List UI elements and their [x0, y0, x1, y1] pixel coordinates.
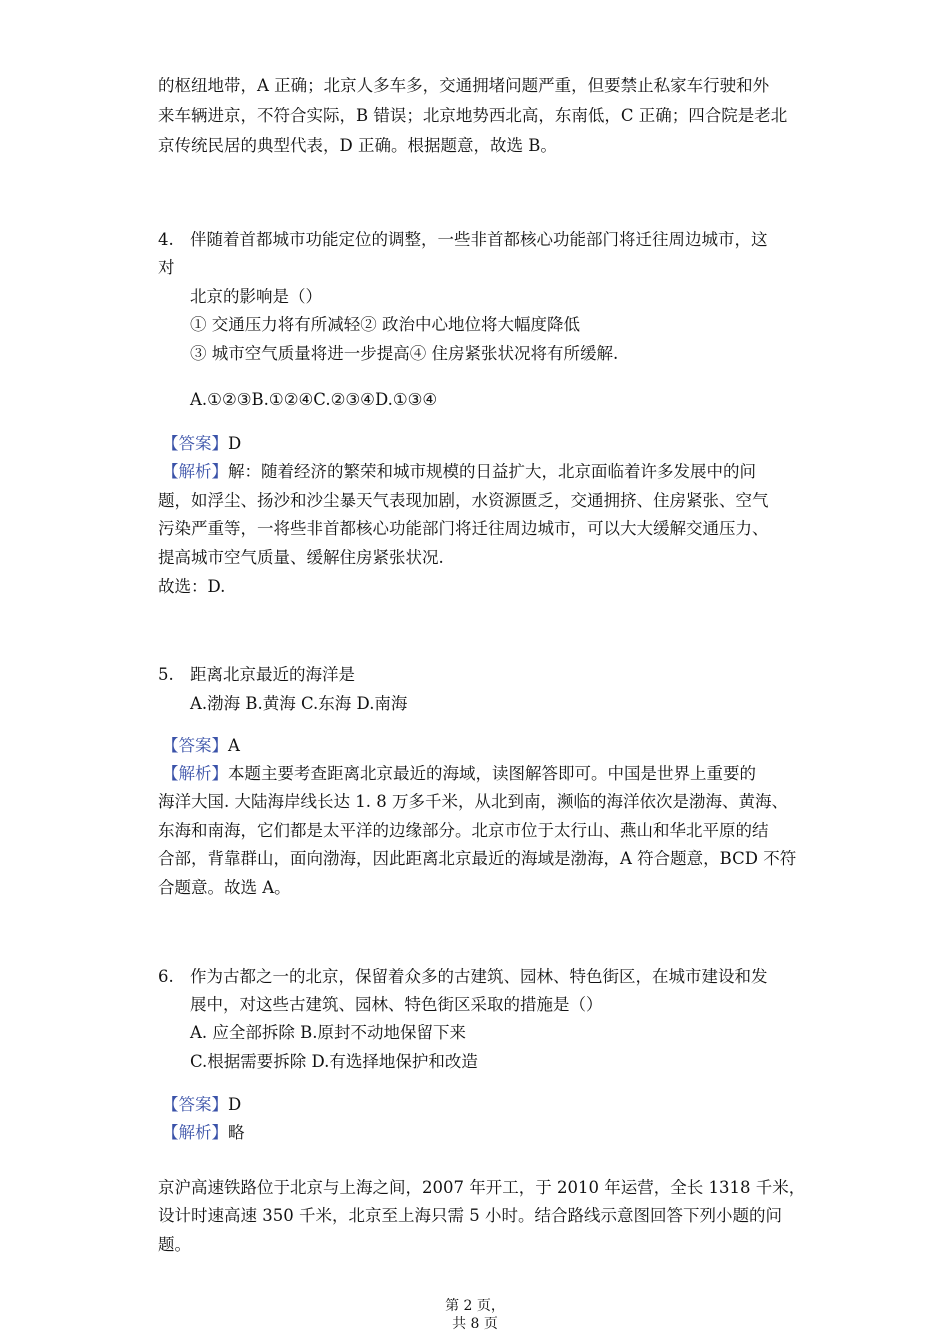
question-6-number: 6. — [158, 967, 174, 986]
question-4-stem: 伴随着首都城市功能定位的调整，一些非首都核心功能部门将迁往周边城市，这 — [190, 230, 768, 249]
passage-line: 题。 — [158, 1235, 191, 1254]
analysis-line: 污染严重等，一将些非首都核心功能部门将迁往周边城市，可以大大缓解交通压力、 — [158, 519, 769, 538]
answer-value: D — [228, 434, 242, 453]
question-4-stem-cont: 北京的影响是（） — [190, 287, 322, 306]
passage-line: 设计时速高速 350 千米，北京至上海只需 5 小时。结合路线示意图回答下列小题的问 — [158, 1206, 782, 1225]
question-4-analysis — [162, 460, 756, 484]
question-4-options: A.①②③B.①②④C.②③④D.①③④ — [190, 390, 438, 409]
question-4-item: ① 交通压力将有所减轻② 政治中心地位将大幅度降低 — [190, 315, 580, 334]
analysis-line: 题，如浮尘、扬沙和沙尘暴天气表现加剧，水资源匮乏，交通拥挤、住房紧张、空气 — [158, 491, 769, 510]
question-4-stem-cont: 对 — [158, 258, 175, 277]
question-4-conclusion: 故选：D. — [158, 577, 226, 596]
question-6-answer — [162, 1093, 241, 1117]
answer-tag: 【答案】 — [162, 736, 228, 755]
passage-line: 京沪高速铁路位于北京与上海之间，2007 年开工，于 2010 年运营，全长 1318 千米， — [158, 1178, 806, 1197]
question-5-stem: 距离北京最近的海洋是 — [190, 665, 355, 684]
analysis-text: 解：随着经济的繁荣和城市规模的日益扩大，北京面临着许多发展中的问 — [228, 462, 756, 481]
answer-value: D — [228, 1095, 242, 1114]
question-6-options: C.根据需要拆除 D.有选择地保护和改造 — [190, 1052, 478, 1071]
analysis-line: 合部，背靠群山，面向渤海，因此距离北京最近的海域是渤海，A 符合题意，BCD 不符 — [158, 849, 797, 868]
answer-tag: 【答案】 — [162, 434, 228, 453]
question-4-item: ③ 城市空气质量将进一步提高④ 住房紧张状况将有所缓解. — [190, 344, 619, 363]
question-6-analysis — [162, 1121, 245, 1145]
prev-analysis-line: 京传统民居的典型代表，D 正确。根据题意，故选 B。 — [158, 136, 557, 155]
question-4-number: 4. — [158, 230, 174, 249]
question-5-number: 5. — [158, 665, 174, 684]
answer-value: A — [228, 736, 240, 755]
analysis-tag: 【解析】 — [162, 1123, 228, 1142]
question-6-stem-cont: 展中，对这些古建筑、园林、特色街区采取的措施是（） — [190, 995, 603, 1014]
analysis-text: 本题主要考查距离北京最近的海域，读图解答即可。中国是世界上重要的 — [228, 764, 756, 783]
question-5-analysis — [162, 762, 756, 786]
page-total: 共 8 页 — [452, 1316, 498, 1332]
prev-analysis-line: 的枢纽地带，A 正确；北京人多车多，交通拥堵问题严重，但要禁止私家车行驶和外 — [158, 76, 770, 95]
answer-tag: 【答案】 — [162, 1095, 228, 1114]
question-5-options: A.渤海 B.黄海 C.东海 D.南海 — [190, 694, 408, 713]
page-number: 第 2 页， — [445, 1298, 505, 1314]
question-6-stem: 作为古都之一的北京，保留着众多的古建筑、园林、特色街区，在城市建设和发 — [190, 967, 768, 986]
analysis-line: 东海和南海，它们都是太平洋的边缘部分。北京市位于太行山、燕山和华北平原的结 — [158, 821, 769, 840]
question-6-options: A. 应全部拆除 B.原封不动地保留下来 — [190, 1023, 467, 1042]
analysis-tag: 【解析】 — [162, 764, 228, 783]
analysis-text: 略 — [228, 1123, 245, 1142]
analysis-line: 提高城市空气质量、缓解住房紧张状况. — [158, 548, 444, 567]
analysis-line: 合题意。故选 A。 — [158, 878, 291, 897]
analysis-tag: 【解析】 — [162, 462, 228, 481]
analysis-line: 海洋大国. 大陆海岸线长达 1. 8 万多千米，从北到南，濒临的海洋依次是渤海、黄海、 — [158, 792, 788, 811]
question-4-answer — [162, 432, 241, 456]
prev-analysis-line: 来车辆进京，不符合实际，B 错误；北京地势西北高，东南低，C 正确；四合院是老北 — [158, 106, 788, 125]
question-5-answer — [162, 734, 240, 758]
